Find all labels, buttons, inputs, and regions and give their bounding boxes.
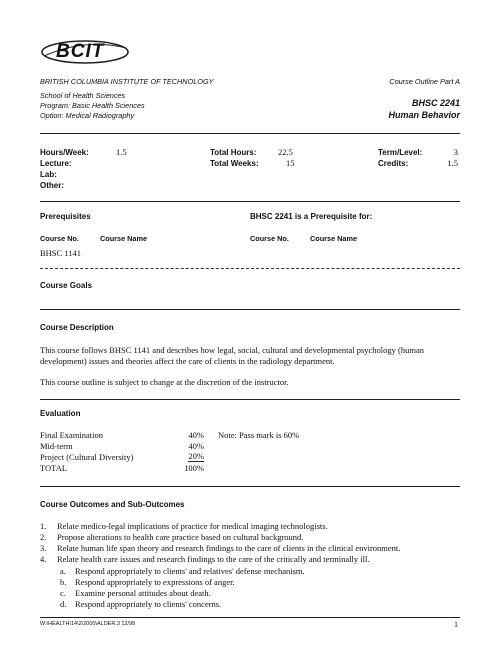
goals-rule: [40, 309, 460, 310]
outcome-text: Propose alterations to health care practice based on cultural background.: [57, 532, 304, 542]
sub-outcome-text: Examine personal attitudes about death.: [75, 588, 211, 598]
total-weeks-value: 15: [286, 158, 295, 168]
institute-name: BRITISH COLUMBIA INSTITUTE OF TECHNOLOGY: [40, 77, 214, 86]
course-title: Human Behavior: [388, 110, 460, 120]
footer-rule: [40, 617, 460, 618]
pass-mark-note: Note: Pass mark is 60%: [218, 430, 300, 440]
term-level-value: 3: [453, 147, 458, 157]
evaluation-row-label: Project (Cultural Diversity): [40, 452, 134, 462]
prerequisites-heading: Prerequisites: [40, 212, 91, 221]
header-rule: [40, 133, 460, 134]
lecture-label: Lecture:: [40, 159, 72, 168]
course-code: BHSC 2241: [411, 98, 460, 108]
evaluation-row-value: 20%: [188, 451, 204, 461]
outcome-text: Relate health care issues and research findings to the care of the critically and terminally ill.: [57, 554, 370, 564]
sub-outcome-letter: c.: [60, 588, 66, 598]
prereq2-col-course-no: Course No.: [250, 234, 289, 243]
description-note: This course outline is subject to change at the discretion of the instructor.: [40, 377, 289, 387]
sub-outcome-letter: b.: [60, 577, 67, 587]
outcomes-heading: Course Outcomes and Sub-Outcomes: [40, 500, 185, 509]
sub-outcome-letter: a.: [60, 566, 66, 576]
sub-outcome-text: Respond appropriately to clients' concerns.: [75, 599, 222, 609]
sub-outcome-text: Respond appropriately to clients' and relatives' defense mechanism.: [75, 566, 305, 576]
course-description-heading: Course Description: [40, 323, 114, 332]
course-goals-heading: Course Goals: [40, 281, 93, 290]
evaluation-rule: [40, 486, 460, 487]
is-prerequisite-heading: BHSC 2241 is a Prerequisite for:: [250, 212, 373, 221]
credits-label: Credits:: [378, 159, 409, 168]
total-hours-value: 22.5: [278, 147, 293, 157]
evaluation-row-value: 40%: [188, 430, 204, 440]
outcome-text: Relate human life span theory and research findings to the care of clients in the clinical environment.: [57, 543, 401, 553]
credits-value: 1.5: [447, 158, 458, 168]
outcome-number: 2.: [40, 532, 47, 542]
prereq-col-course-name: Course Name: [100, 234, 148, 243]
evaluation-row-value: 40%: [188, 441, 204, 451]
outcome-number: 3.: [40, 543, 47, 553]
outcome-number: 1.: [40, 521, 47, 531]
page-number: 1: [454, 620, 458, 629]
bcit-logo-text: BCIT: [56, 41, 105, 62]
total-hours-label: Total Hours:: [210, 148, 257, 157]
hours-rule: [40, 201, 460, 202]
prereq-item: BHSC 1141: [40, 248, 82, 258]
hours-week-label: Hours/Week:: [40, 148, 89, 157]
footer-path: W:\HEALTH\14\2\2000\ALDER.3 12/98: [40, 621, 136, 627]
evaluation-heading: Evaluation: [40, 409, 81, 418]
outline-part: Course Outline Part A: [389, 77, 460, 86]
lab-label: Lab:: [40, 170, 57, 179]
school-name: School of Health Sciences: [40, 91, 126, 100]
prereq-rule: [40, 268, 460, 269]
program-name: Program: Basic Health Sciences: [40, 101, 145, 110]
other-label: Other:: [40, 181, 64, 190]
outcome-text: Relate medico-legal implications of practice for medical imaging technologists.: [57, 521, 328, 531]
description-line-2: development) issues and theories affect the care of clients in the radiology department.: [40, 356, 335, 366]
evaluation-row-label: Final Examination: [40, 430, 104, 440]
prereq-col-course-no: Course No.: [40, 234, 79, 243]
bcit-logo: [40, 38, 130, 66]
evaluation-row-label: Mid-term: [40, 441, 73, 451]
total-weeks-label: Total Weeks:: [210, 159, 259, 168]
hours-week-value: 1.5: [116, 147, 127, 157]
evaluation-total-label: TOTAL: [40, 463, 68, 473]
term-level-label: Term/Level:: [378, 148, 423, 157]
sub-outcome-text: Respond appropriately to expressions of anger.: [75, 577, 235, 587]
outcome-number: 4.: [40, 554, 47, 564]
sub-outcome-letter: d.: [60, 599, 67, 609]
option-name: Option: Medical Radiography: [40, 111, 135, 120]
description-line-1: This course follows BHSC 1141 and describes how legal, social, cultural and developmental psychology (human: [40, 345, 424, 355]
prereq2-col-course-name: Course Name: [310, 234, 358, 243]
evaluation-total-value: 100%: [184, 463, 204, 473]
description-rule: [40, 399, 460, 400]
